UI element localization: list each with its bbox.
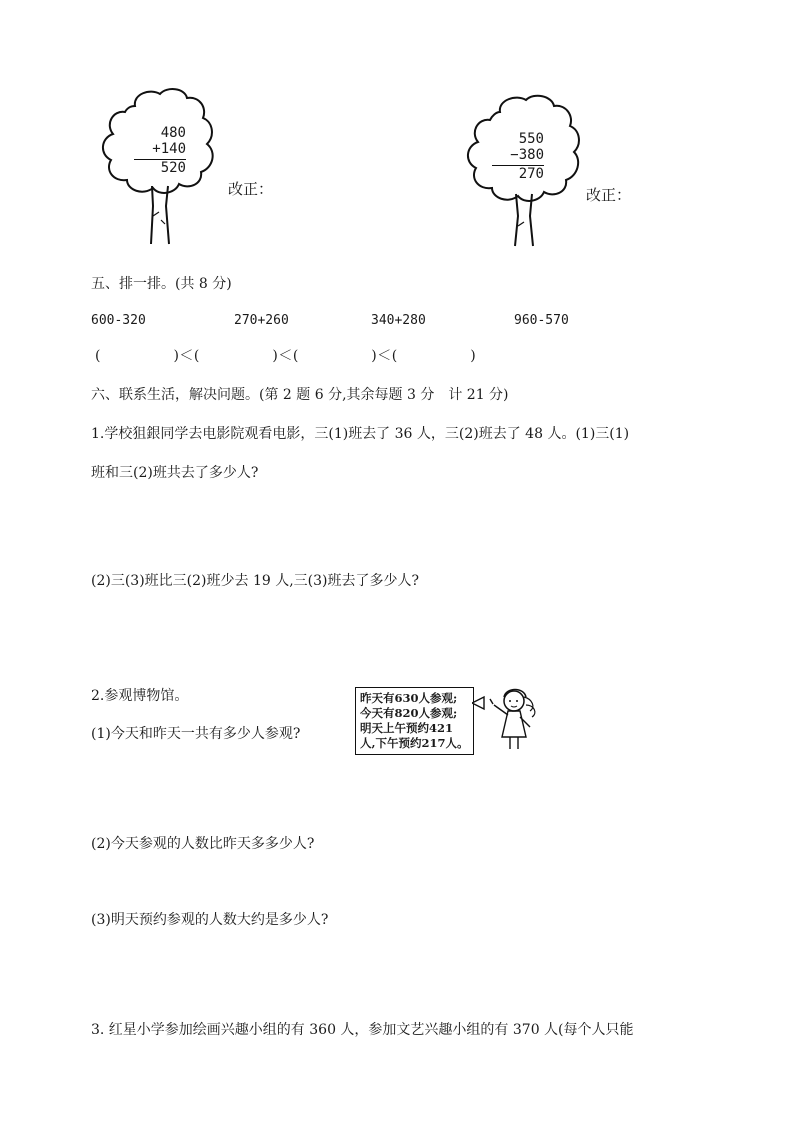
bubble-line-3: 明天上午预约421 — [360, 721, 454, 735]
bubble-line-1: 昨天有630人参观; — [360, 691, 458, 705]
tree-1-a: 480 — [160, 125, 186, 141]
tree-2-op: −380 — [510, 147, 544, 163]
tree-1-correction-label: 改正： — [228, 180, 274, 198]
q3-line1: 3. 红星小学参加绘画兴趣小组的有 360 人，参加文艺兴趣小组的有 370 人(每个人只能 — [91, 1022, 634, 1038]
tree-2-correction-label: 改正： — [586, 186, 632, 204]
expression-4: 960-570 — [514, 313, 569, 328]
section6-title: 六、联系生活，解决问题。(第 2 题 6 分,其余每题 3 分 计 21 分) — [91, 387, 509, 403]
bubble-line-2: 今天有820人参观; — [360, 706, 458, 720]
expression-1: 600-320 — [91, 313, 146, 328]
tree-2-result: 270 — [518, 166, 544, 182]
tree-1-calc — [134, 125, 186, 176]
tree-2-a: 550 — [518, 131, 544, 147]
q2-sub2: (2)今天参观的人数比昨天多多少人? — [91, 836, 315, 852]
girl-illustration — [472, 683, 542, 755]
q1-line2: 班和三(2)班共去了多少人? — [91, 465, 259, 481]
bubble-line-4: 人,下午预约217人。 — [360, 736, 469, 750]
q1-line1: 1.学校狙銀同学去电影院观看电影，三(1)班去了 36 人，三(2)班去了 48 人。(1)三(1) — [91, 426, 630, 442]
section5-title: 五、排一排。(共 8 分) — [91, 276, 232, 292]
q2-speech-bubble — [355, 687, 474, 755]
tree-1-result: 520 — [160, 160, 186, 176]
q2-title: 2.参观博物馆。 — [91, 688, 189, 704]
q1-sub2: (2)三(3)班比三(2)班少去 19 人,三(3)班去了多少人? — [91, 573, 419, 589]
expression-2: 270+260 — [234, 313, 289, 328]
tree-2-calc — [492, 131, 544, 182]
q2-sub3: (3)明天预约参观的人数大约是多少人? — [91, 912, 329, 928]
ordering-blanks[interactable]: ( )＜( )＜( )＜( ) — [95, 348, 477, 364]
q2-sub1: (1)今天和昨天一共有多少人参观? — [91, 726, 301, 742]
expression-3: 340+280 — [371, 313, 426, 328]
tree-1-op: +140 — [152, 141, 186, 157]
